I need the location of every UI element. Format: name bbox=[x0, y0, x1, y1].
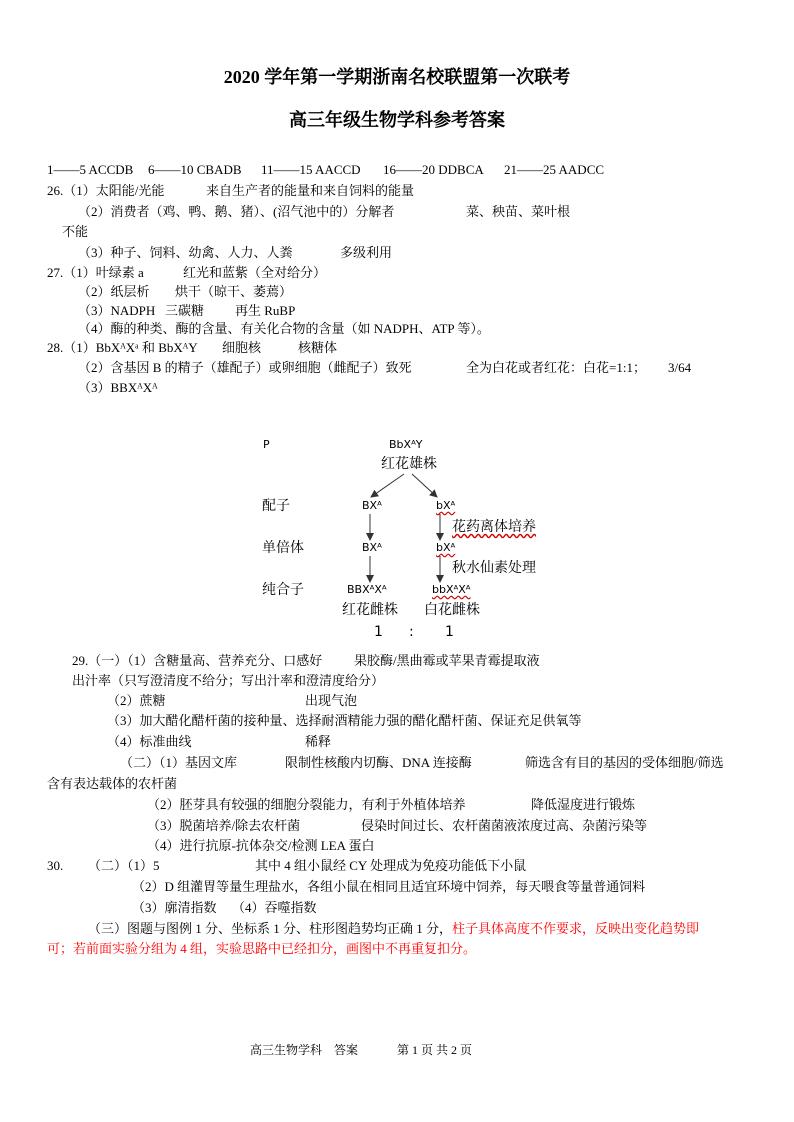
q30-2-part3-answer: （3）廓清指数 bbox=[132, 900, 217, 915]
q29-2-part3-answer-b: 侵染时间过长、农杆菌菌液浓度过高、杂菌污染等 bbox=[361, 818, 648, 833]
choice-answers-16-20: 16——20 DDBCA bbox=[383, 162, 484, 177]
q30-3-grading-line bbox=[88, 921, 699, 937]
q28-part1-answer-c: 核糖体 bbox=[298, 340, 338, 355]
diagram-ratio-separator: : bbox=[409, 624, 414, 640]
diagram-step-anther-culture: 花药离体培养 bbox=[452, 519, 536, 535]
q27-part1-answer-b: 红光和蓝紫（全对给分） bbox=[183, 265, 327, 280]
arrow-parent-to-gamete-right bbox=[412, 474, 437, 497]
diagram-homozygote-label: 纯合子 bbox=[262, 582, 304, 598]
q27-part3-answer: （3）NADPH bbox=[78, 303, 156, 318]
q28-part1-answer: 28.（1）BbXᴬXᵃ 和 BbXᴬY bbox=[47, 340, 198, 355]
q27-part3-answer-b: 三碳糖 bbox=[165, 303, 205, 318]
q30-2-part1-answer-b: 其中 4 组小鼠经 CY 处理成为免疫功能低下小鼠 bbox=[255, 858, 527, 873]
page-title: 2020 学年第一学期浙南名校联盟第一次联考 bbox=[223, 67, 571, 87]
q30-2-part2-answer: （2）D 组灌胃等量生理盐水，各组小鼠在相同且适宜环境中饲养，每天喂食等量普通饲料 bbox=[132, 879, 646, 894]
choice-answers-6-10: 6——10 CBADB bbox=[148, 162, 242, 177]
diagram-homozygote-right: bbXᴬXᴬ bbox=[432, 583, 471, 596]
diagram-p-label: P bbox=[263, 438, 270, 451]
q29-2-part4-answer: （4）进行抗原-抗体杂交/检测 LEA 蛋白 bbox=[147, 838, 375, 853]
q27-part3-answer-c: 再生 RuBP bbox=[235, 303, 296, 318]
diagram-haploid-label: 单倍体 bbox=[262, 540, 304, 556]
q26-part3-answer-b: 多级利用 bbox=[340, 245, 393, 260]
diagram-parent-genotype: BbXᴬY bbox=[389, 438, 423, 451]
diagram-phenotype-right: 白花雌株 bbox=[424, 602, 480, 618]
choice-answers-21-25: 21——25 AADCC bbox=[504, 162, 605, 177]
q29-1-part2-answer: （2）蔗糖 bbox=[107, 693, 166, 708]
q30-3-grading-text: （三）图题与图例 1 分、坐标系 1 分、柱形图趋势均正确 1 分， bbox=[88, 921, 453, 936]
q30-2-part1-answer: （二）（1）5 bbox=[88, 858, 160, 873]
footer-subject: 高三生物学科 答案 bbox=[250, 1043, 359, 1057]
diagram-phenotype-left: 红花雌株 bbox=[342, 602, 398, 618]
q29-2-part2-answer-b: 降低湿度进行锻炼 bbox=[531, 797, 636, 812]
page-subtitle: 高三年级生物学科参考答案 bbox=[289, 110, 505, 130]
q26-part1-answer-b: 来自生产者的能量和来自饲料的能量 bbox=[206, 183, 415, 198]
q29-1-part4-answer: （4）标准曲线 bbox=[107, 734, 192, 749]
q29-2-part1-answer-c: 筛选含有目的基因的受体细胞/筛选 bbox=[525, 755, 724, 770]
q29-1-part2-answer-b: 出现气泡 bbox=[305, 693, 358, 708]
diagram-step-colchicine: 秋水仙素处理 bbox=[452, 560, 536, 576]
q29-2-part2-answer: （2）胚芽具有较强的细胞分裂能力，有利于外植体培养 bbox=[147, 797, 466, 812]
diagram-ratio-right: 1 bbox=[445, 624, 454, 640]
q29-1-part4-answer-b: 稀释 bbox=[305, 734, 332, 749]
q28-part2-answer-b: 全为白花或者红花：白花=1:1； bbox=[466, 360, 646, 375]
arrow-parent-to-gamete-left bbox=[371, 474, 404, 497]
q29-1-part1-answer-b: 果胶酶/黑曲霉或苹果青霉提取液 bbox=[354, 653, 540, 668]
q30-2-part4-answer: （4）吞噬指数 bbox=[232, 900, 317, 915]
q29-1-part1-answer-c: 出汁率（只写澄清度不给分；写出汁率和澄清度给分） bbox=[72, 673, 385, 688]
q27-part2-answer-b: 烘干（晾干、萎蔫） bbox=[175, 284, 293, 299]
footer-page-number: 第 1 页 共 2 页 bbox=[397, 1043, 473, 1057]
q30-number: 30. bbox=[47, 858, 64, 873]
diagram-parent-phenotype: 红花雄株 bbox=[381, 456, 437, 472]
diagram-haploid-right: bXᴬ bbox=[436, 541, 456, 554]
choice-answers-1-5: 1——5 ACCDB bbox=[47, 162, 134, 177]
q29-1-part1-answer: 29.（一）（1）含糖量高、营养充分、口感好 bbox=[72, 653, 323, 668]
q29-2-part1-answer-b: 限制性核酸内切酶、DNA 连接酶 bbox=[285, 755, 472, 770]
q29-2-part1-answer-d: 含有表达载体的农杆菌 bbox=[47, 776, 178, 791]
diagram-haploid-left: BXᴬ bbox=[362, 541, 382, 554]
q26-part2-answer: （2）消费者（鸡、鸭、鹅、猪）、(沼气池中的）分解者 bbox=[78, 204, 395, 219]
q26-part3-answer: （3）种子、饲料、幼禽、人力、人粪 bbox=[78, 245, 293, 260]
q26-part2-answer-c: 不能 bbox=[62, 224, 89, 239]
q26-part1-answer: 26.（1）太阳能/光能 bbox=[47, 183, 165, 198]
q28-part3-answer: （3）BBXᴬXᴬ bbox=[78, 380, 158, 395]
q28-part2-answer-c: 3/64 bbox=[668, 360, 692, 375]
q28-part1-answer-b: 细胞核 bbox=[222, 340, 262, 355]
q27-part2-answer: （2）纸层析 bbox=[78, 284, 150, 299]
q27-part1-answer: 27.（1）叶绿素 a bbox=[47, 265, 144, 280]
q30-3-grading-note-red-continued: 可；若前面实验分组为 4 组，实验思路中已经扣分，画图中不再重复扣分。 bbox=[47, 941, 477, 956]
q29-2-part1-answer: （二）（1）基因文库 bbox=[120, 755, 238, 770]
q28-part2-answer: （2）含基因 B 的精子（雄配子）或卵细胞（雌配子）致死 bbox=[78, 360, 412, 375]
q30-3-grading-note-red: 柱子具体高度不作要求，反映出变化趋势即 bbox=[452, 921, 700, 936]
q26-part2-answer-b: 菜、秧苗、菜叶根 bbox=[466, 204, 571, 219]
diagram-gamete-right: bXᴬ bbox=[436, 499, 456, 512]
diagram-gamete-label: 配子 bbox=[262, 498, 290, 514]
choice-answers-11-15: 11——15 AACCD bbox=[261, 162, 361, 177]
q27-part4-answer: （4）酶的种类、酶的含量、有关化合物的含量（如 NADPH、ATP 等）。 bbox=[78, 321, 490, 336]
q29-1-part3-answer: （3）加大醋化醋杆菌的接种量、选择耐酒精能力强的醋化醋杆菌、保证充足供氧等 bbox=[107, 713, 582, 728]
diagram-homozygote-left: BBXᴬXᴬ bbox=[347, 583, 387, 596]
q29-2-part3-answer: （3）脱菌培养/除去农杆菌 bbox=[147, 818, 301, 833]
diagram-ratio-left: 1 bbox=[374, 624, 383, 640]
diagram-gamete-left: BXᴬ bbox=[362, 499, 382, 512]
